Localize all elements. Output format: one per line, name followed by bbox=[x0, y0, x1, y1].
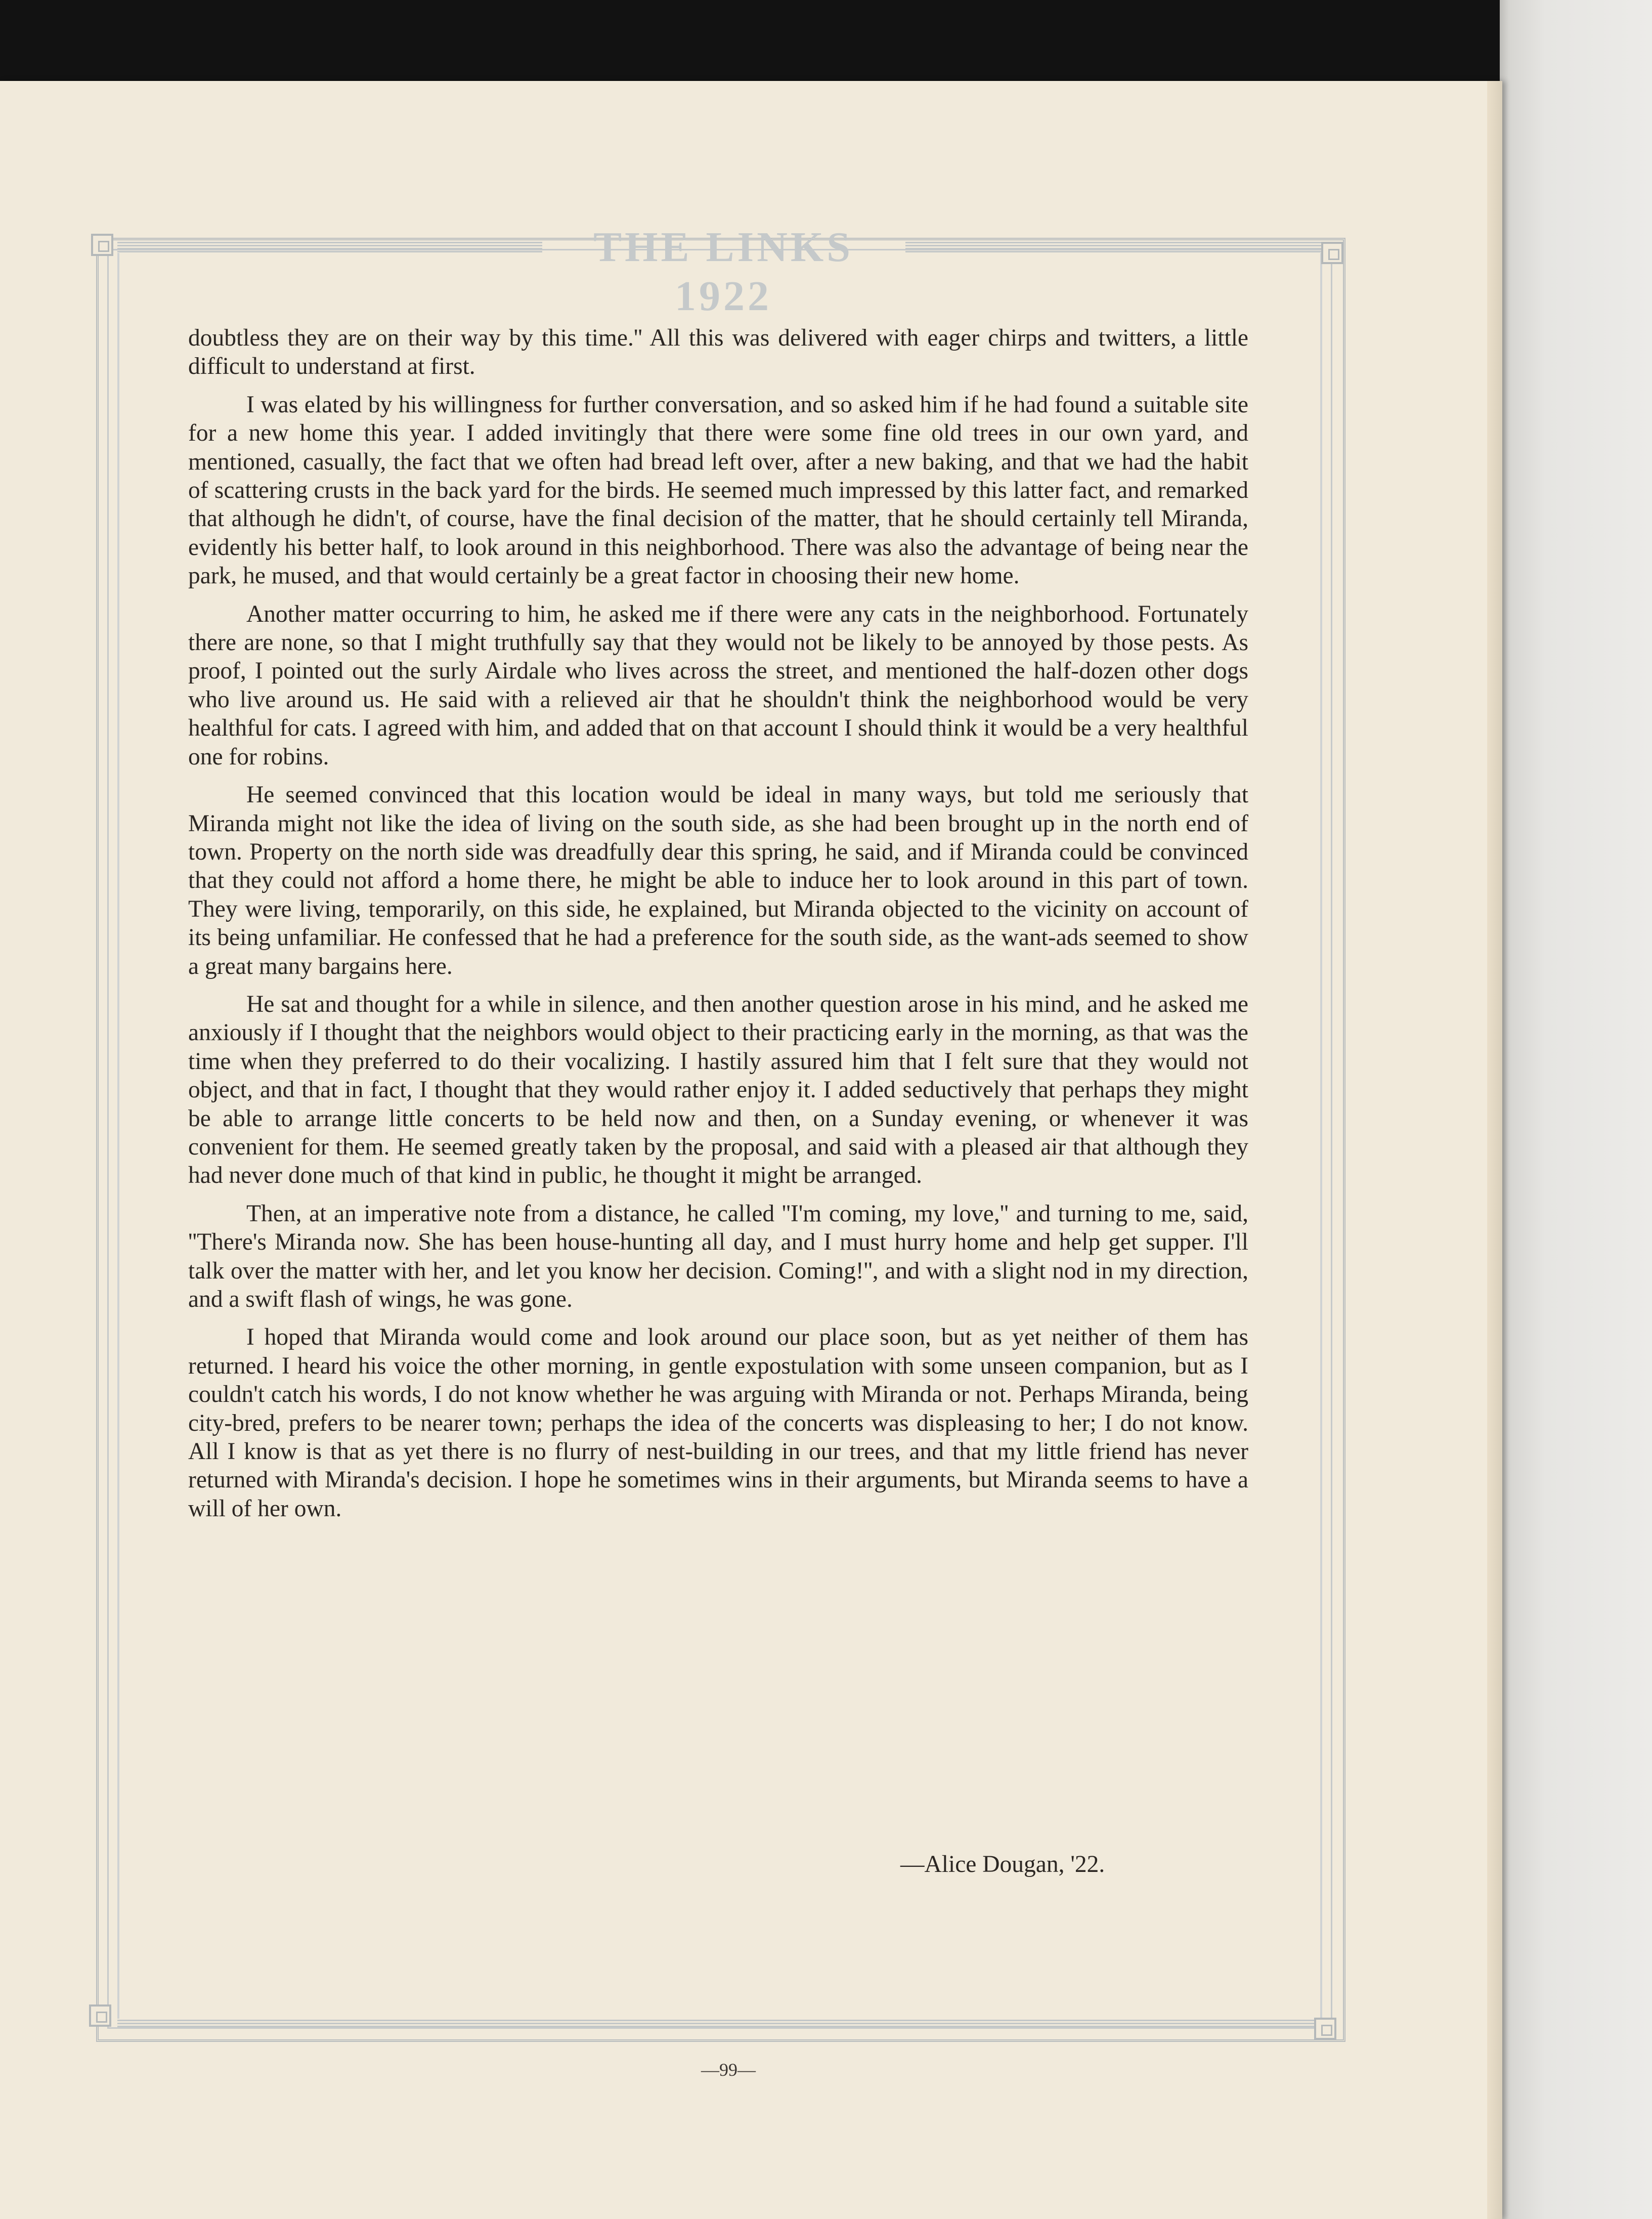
footer-ornament-rule bbox=[117, 2020, 1321, 2028]
paragraph: Another matter occurring to him, he asked me if there were any cats in the neighborhood. Fortunately there are none, so that I might truthfully say that they would not be likely to be annoyed by those pests. As proof, I pointed out the surly Airdale who lives across the street, and mentioned the half-dozen other dogs who live around us. He said with a relieved air that he shouldn't think the neighborhood would be very healthful for cats. I agreed with him, and added that on that account I should think it would be a very healthful one for robins. bbox=[188, 601, 1248, 770]
header-ornament-rule bbox=[905, 242, 1325, 253]
header-ornament-rule bbox=[117, 242, 542, 253]
page-edge bbox=[1487, 81, 1502, 2219]
frame-corner-ornament bbox=[89, 2004, 111, 2027]
frame-corner-ornament bbox=[1314, 2018, 1336, 2040]
paragraph: He seemed convinced that this location would be ideal in many ways, but told me seriously that Miranda might not like the idea of living on the south side, as she had been brought up in the north end of town. Property on the north side was dreadfully dear this spring, he said, and if Miranda could be convinced that they could not afford a home there, he might be able to induce her to look around in this part of town. They were living, temporarily, on this side, he explained, but Miranda objected to the vicinity on account of its being unfamiliar. He confessed that he had a preference for the south side, as the want-ads seemed to show a great many bargains here. bbox=[188, 782, 1248, 979]
article-body bbox=[188, 324, 1248, 1532]
scan-backing-board bbox=[1500, 0, 1652, 2219]
paragraph: I hoped that Miranda would come and look around our place soon, but as yet neither of them has returned. I heard his voice the other morning, in gentle expostulation with some unseen companion, but as I couldn't catch his words, I do not know whether he was arguing with Miranda or not. Perhaps Miranda, being city-bred, prefers to be nearer town; perhaps the idea of the concerts was displeasing to her; I do not know. All I know is that as yet there is no flurry of nest-building in our trees, and that my little friend has never returned with Miranda's decision. I hope he sometimes wins in their arguments, but Miranda seems to have a will of her own. bbox=[188, 1324, 1248, 1522]
paragraph: He sat and thought for a while in silence, and then another question arose in his mind, and he asked me anxiously if I thought that the neighbors would object to their practicing early in the morning, as that was the time when they preferred to do their vocalizing. I hastily assured him that I felt sure that they would not object, and that in fact, I thought that they would rather enjoy it. I added seductively that perhaps they might be able to arrange little concerts to be held now and then, on a Sunday evening, or whenever it was convenient for them. He seemed greatly taken by the proposal, and said with a pleased air that although they had never done much of that kind in public, he thought it might be arranged. bbox=[188, 991, 1248, 1189]
paragraph: Then, at an imperative note from a distance, he called ''I'm coming, my love,'' and turning to me, said, ''There's Miranda now. She has been house-hunting all day, and I must hurry home and help get supper. I'll talk over the matter with her, and let you know her decision. Coming!'', and with a slight nod in my direction, and a swift flash of wings, he was gone. bbox=[188, 1200, 1248, 1312]
decorative-frame-line bbox=[1320, 253, 1322, 2019]
frame-corner-ornament bbox=[1321, 242, 1343, 264]
author-signature: —Alice Dougan, '22. bbox=[900, 1851, 1105, 1877]
page-number: —99— bbox=[701, 2060, 756, 2080]
decorative-frame-line bbox=[117, 253, 119, 2019]
running-header: THE LINKS 1922 bbox=[593, 224, 853, 320]
scan-background bbox=[0, 0, 1652, 83]
paragraph: I was elated by his willingness for further conversation, and so asked him if he had found a suitable site for a new home this year. I added invitingly that there were some fine old trees in our own yard, and mentioned, casually, the fact that we often had bread left over, after a new baking, and that we had the habit of scattering crusts in the back yard for the birds. He seemed much impressed by this latter fact, and remarked that although he didn't, of course, have the final decision of the matter, that he should certainly tell Miranda, evidently his better half, to look around in this neighborhood. There was also the advantage of being near the park, he mused, and that would certainly be a great factor in choosing their new home. bbox=[188, 391, 1248, 589]
frame-corner-ornament bbox=[91, 234, 113, 256]
paragraph: doubtless they are on their way by this time.'' All this was delivered with eager chirps and twitters, a little difficult to understand at first. bbox=[188, 325, 1248, 380]
